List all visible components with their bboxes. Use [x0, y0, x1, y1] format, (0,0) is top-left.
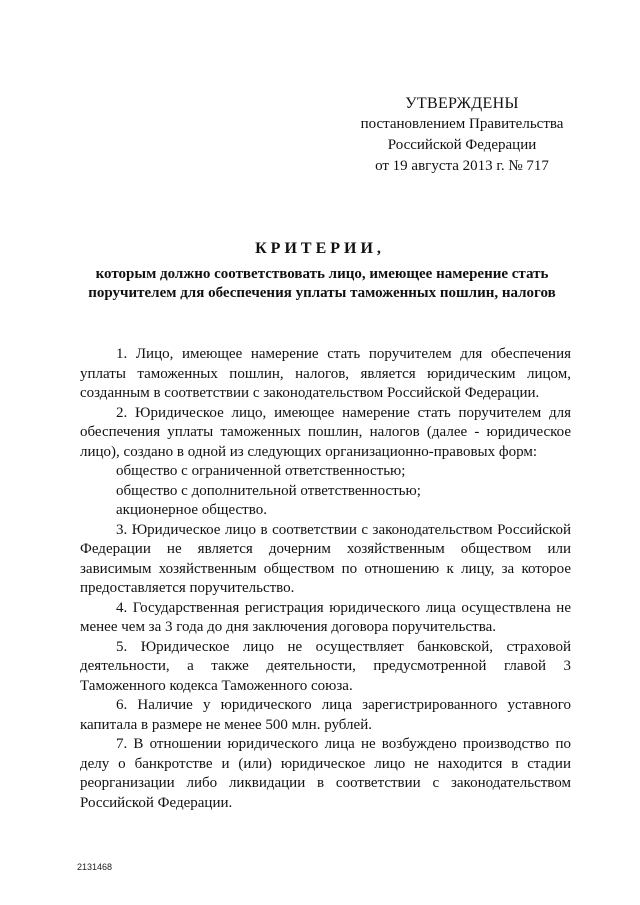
criterion-7: 7. В отношении юридического лица не возбуждено производство по делу о банкротстве и (или) юридическое лицо не находится в стадии реорганизации либо ликвидации в соответствии с законодательством Российской Федерации.: [80, 736, 571, 811]
approval-line-date: от 19 августа 2013 г. № 717: [375, 158, 549, 174]
approval-line-country: Российской Федерации: [387, 137, 537, 153]
legal-form-alc: общество с дополнительной ответственностью;: [116, 482, 421, 499]
criterion-6: 6. Наличие у юридического лица зарегистрированного уставного капитала в размере не менее 500 млн. рублей.: [80, 697, 571, 733]
document-code: 2131468: [77, 862, 113, 872]
approval-block: [352, 93, 572, 177]
criterion-3: 3. Юридическое лицо в соответствии с законодательством Российской Федерации не является дочерним хозяйственным обществом или зависимым хозяйственным обществом по отношению к лицу, за которое предоставляется поручительство.: [80, 521, 571, 596]
legal-form-jsc: акционерное общество.: [116, 502, 267, 518]
criterion-1: 1. Лицо, имеющее намерение стать поручителем для обеспечения уплаты таможенных пошлин, налогов, является юридическим лицом, созданным в соответствии с законодательством Российской Федерации.: [80, 346, 571, 401]
approval-heading: УТВЕРЖДЕНЫ: [405, 95, 519, 112]
criterion-2: 2. Юридическое лицо, имеющее намерение стать поручителем для обеспечения уплаты таможенных пошлин, налогов (далее - юридическое лицо), создано в одной из следующих организационно-правовых форм:: [80, 404, 571, 460]
criterion-5: 5. Юридическое лицо не осуществляет банковской, страховой деятельности, а также деятельности, предусмотренной главой 3 Таможенного кодекса Таможенного союза.: [80, 638, 571, 694]
document-subtitle: которым должно соответствовать лицо, имеющее намерение стать поручителем для обеспечения уплаты таможенных пошлин, налогов: [88, 266, 556, 301]
criterion-4: 4. Государственная регистрация юридического лица осуществлена не менее чем за 3 года до дня заключения договора поручительства.: [80, 599, 571, 635]
legal-form-llc: общество с ограниченной ответственностью;: [116, 463, 406, 479]
approval-line-resolution: постановлением Правительства: [360, 116, 564, 132]
document-title: КРИТЕРИИ,: [255, 240, 385, 257]
document-body: [80, 345, 571, 813]
